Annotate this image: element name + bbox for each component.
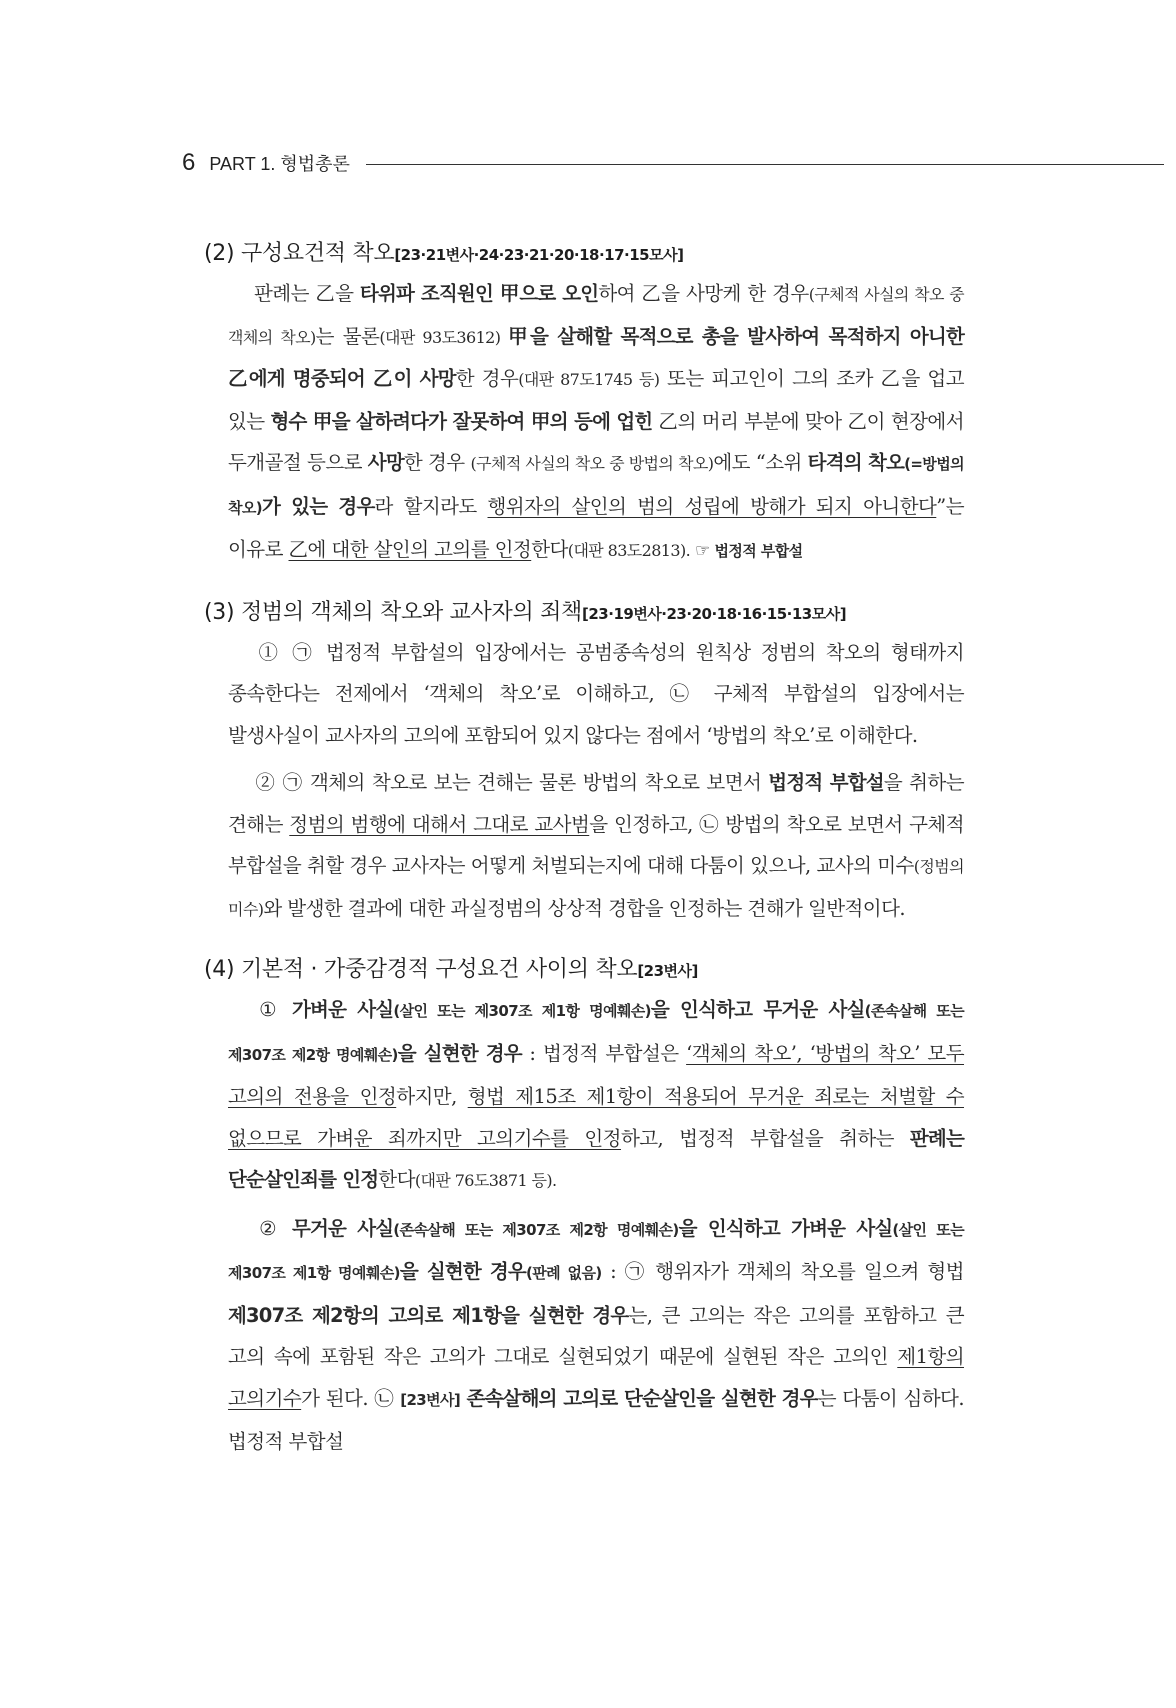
text-run: 는 물론 <box>315 324 380 348</box>
underlined-text: 乙에 대한 살인의 고의를 인정 <box>288 538 532 561</box>
text-run: 하여 乙을 사망케 한 경우 <box>598 282 809 305</box>
section-heading: (4) 기본적 · 가중감경적 구성요건 사이의 착오 <box>204 957 638 982</box>
small-text: (정범의 미수) <box>228 857 964 919</box>
text-run: 에도 “소위 <box>713 451 808 474</box>
text-run: 판례는 乙을 <box>254 282 360 305</box>
paragraph <box>204 762 964 930</box>
underlined-text: ‘객체의 착오’, ‘방법의 착오’ 모두 고의의 전용을 인정 <box>228 1041 965 1108</box>
text-run: : ㉠ 행위자가 객체의 착오를 일으켜 형법 <box>601 1260 964 1283</box>
bold-text: 甲을 살해할 목적으로 총을 발사하여 목적하지 아니한 乙에게 명중되어 乙이 사망 <box>228 324 964 390</box>
exam-tag: [23변사] <box>637 962 698 980</box>
exam-tag: [23·21변사·24·23·21·20·18·17·15모사] <box>394 246 684 264</box>
small-text: (대판 83도2813). <box>567 541 691 560</box>
small-b-text: (=방법의 착오) <box>228 455 964 517</box>
small-b-text: 법정적 부합설 <box>714 542 803 560</box>
bold-text: 을 실현한 경우 <box>397 1041 522 1065</box>
text-run: 한 경우 <box>455 367 519 390</box>
page-body <box>204 236 964 1463</box>
bold-text: 타위파 조직원인 甲으로 오인 <box>359 282 599 305</box>
small-text: (구체적 사실의 착오 중 객체의 착오) <box>228 285 965 347</box>
bold-text: 법정적 부합설 <box>768 771 884 794</box>
part-label: PART 1. 형법총론 <box>209 154 350 174</box>
bold-text: 을 인식하고 가벼운 사실 <box>678 1216 893 1240</box>
mark-text: ☞ <box>690 541 715 561</box>
text-run: ① ㉠ 법정적 부합설의 입장에서는 공범종속성의 원칙상 정범의 착오의 형태까지 종속한다는 전제에서 ‘객체의 착오’로 이해하고, ㉡ 구체적 부합설의 입장에서는 발생사실이 교사자의 고의에 포함되어 있지 않다는 점에서 ‘방법의 착오’로 이해한다. <box>228 640 964 747</box>
section-title-3 <box>204 595 964 626</box>
text-run: 라 할지라도 <box>374 494 488 518</box>
section-title-2 <box>204 236 964 267</box>
text-run: ② <box>254 1216 292 1240</box>
exam-tag: [23·19변사·23·20·18·16·15·13모사] <box>582 604 847 623</box>
paragraph <box>204 989 964 1202</box>
text-run: ”는 이유로 <box>228 494 964 561</box>
bold-text: 사망 <box>367 451 404 474</box>
text-run: ② ㉠ 객체의 착오로 보는 견해는 물론 방법의 착오로 보면서 <box>254 771 769 794</box>
section-heading: (2) 구성요건적 착오 <box>204 241 395 266</box>
small-text: (구체적 사실의 착오 중 방법의 착오) <box>470 454 714 473</box>
text-run: 한다 <box>531 538 568 561</box>
underlined-text: 제1항의 고의기수 <box>228 1345 964 1410</box>
paragraph <box>204 632 964 757</box>
text-run: 가 된다. ㉡ <box>301 1386 401 1410</box>
small-b-text: (존속살해 또는 제307조 제2항 명예훼손) <box>393 1220 679 1239</box>
text-run: 는 다툼이 심하다. 법정적 부합설 <box>228 1386 964 1453</box>
small-b-text: (판례 없음) <box>525 1264 602 1282</box>
bold-text: 가 있는 경우 <box>262 494 375 518</box>
paragraph <box>204 1208 964 1463</box>
small-b-text: [23변사] <box>400 1390 461 1409</box>
page-header <box>182 148 1164 178</box>
small-b-text: (살인 또는 제307조 제1항 명예훼손) <box>228 1220 964 1282</box>
bold-text: 타격의 착오 <box>807 451 905 474</box>
text-run: 하고, 법정적 부합설을 취하는 <box>620 1126 910 1150</box>
underlined-text: 형법 제15조 제1항이 적용되어 무거운 죄로는 처벌할 수 없으므로 가벼운 죄까지만 고의기수를 인정 <box>228 1085 964 1150</box>
header-rule <box>366 164 1164 165</box>
text-run: 을 인정하고, ㉡ 방법의 착오로 보면서 구체적 부합설을 취할 경우 교사자는 어떻게 처벌되는지에 대해 다툼이 있으나, 교사의 미수 <box>228 812 964 877</box>
underlined-text: 정범의 범행에 대해서 그대로 교사범 <box>289 812 590 836</box>
text-run: 乙의 머리 부분에 맞아 乙이 현장에서 두개골절 등으로 <box>228 409 964 474</box>
bold-text: 가벼운 사실 <box>292 998 394 1021</box>
small-text: (대판 76도3871 등). <box>414 1171 557 1190</box>
small-b-text: (존속살해 또는 제307조 제2항 명예훼손) <box>228 1002 964 1064</box>
text-run: 또는 피고인이 그의 조카 乙을 업고 있는 <box>228 367 964 433</box>
page-number: 6 <box>182 149 196 176</box>
bold-text: 무거운 사실 <box>291 1216 394 1240</box>
paragraph <box>204 273 964 573</box>
text-run: 하지만, <box>396 1085 468 1108</box>
text-run: 한다 <box>378 1168 415 1191</box>
text-run: ① <box>254 998 292 1021</box>
bold-text: 형수 甲을 살하려다가 잘못하여 甲의 등에 업힌 <box>270 409 653 433</box>
bold-text: 판례는 단순살인죄를 인정 <box>228 1126 965 1191</box>
bold-text: 을 인식하고 무거운 사실 <box>650 998 865 1021</box>
section-title-4 <box>204 952 964 983</box>
small-text: (대판 93도3612) <box>379 327 509 347</box>
section-heading: (3) 정범의 객체의 착오와 교사자의 죄책 <box>204 599 583 625</box>
bold-text: 제307조 제2항의 고의로 제1항을 실현한 경우 <box>228 1303 629 1327</box>
underlined-text: 행위자의 살인의 범의 성립에 방해가 되지 아니한다 <box>487 494 937 518</box>
small-text: (대판 87도1745 등) <box>518 370 660 389</box>
text-run: 는, 큰 고의는 작은 고의를 포함하고 큰 고의 속에 포함된 작은 고의가 그대로 실현되었기 때문에 실현된 작은 고의인 <box>228 1303 964 1368</box>
bold-text: 을 실현한 경우 <box>399 1260 526 1283</box>
text-run: : 법정적 부합설은 <box>521 1041 687 1065</box>
small-b-text: (살인 또는 제307조 제1항 명예훼손) <box>393 1002 651 1020</box>
bold-text: 존속살해의 고의로 단순살인을 실현한 경우 <box>466 1386 818 1410</box>
text-run: 와 발생한 결과에 대한 과실정범의 상상적 경합을 인정하는 견해가 일반적이다. <box>263 896 906 920</box>
text-run: 을 취하는 견해는 <box>228 771 965 836</box>
text-run: 한 경우 <box>403 451 471 474</box>
